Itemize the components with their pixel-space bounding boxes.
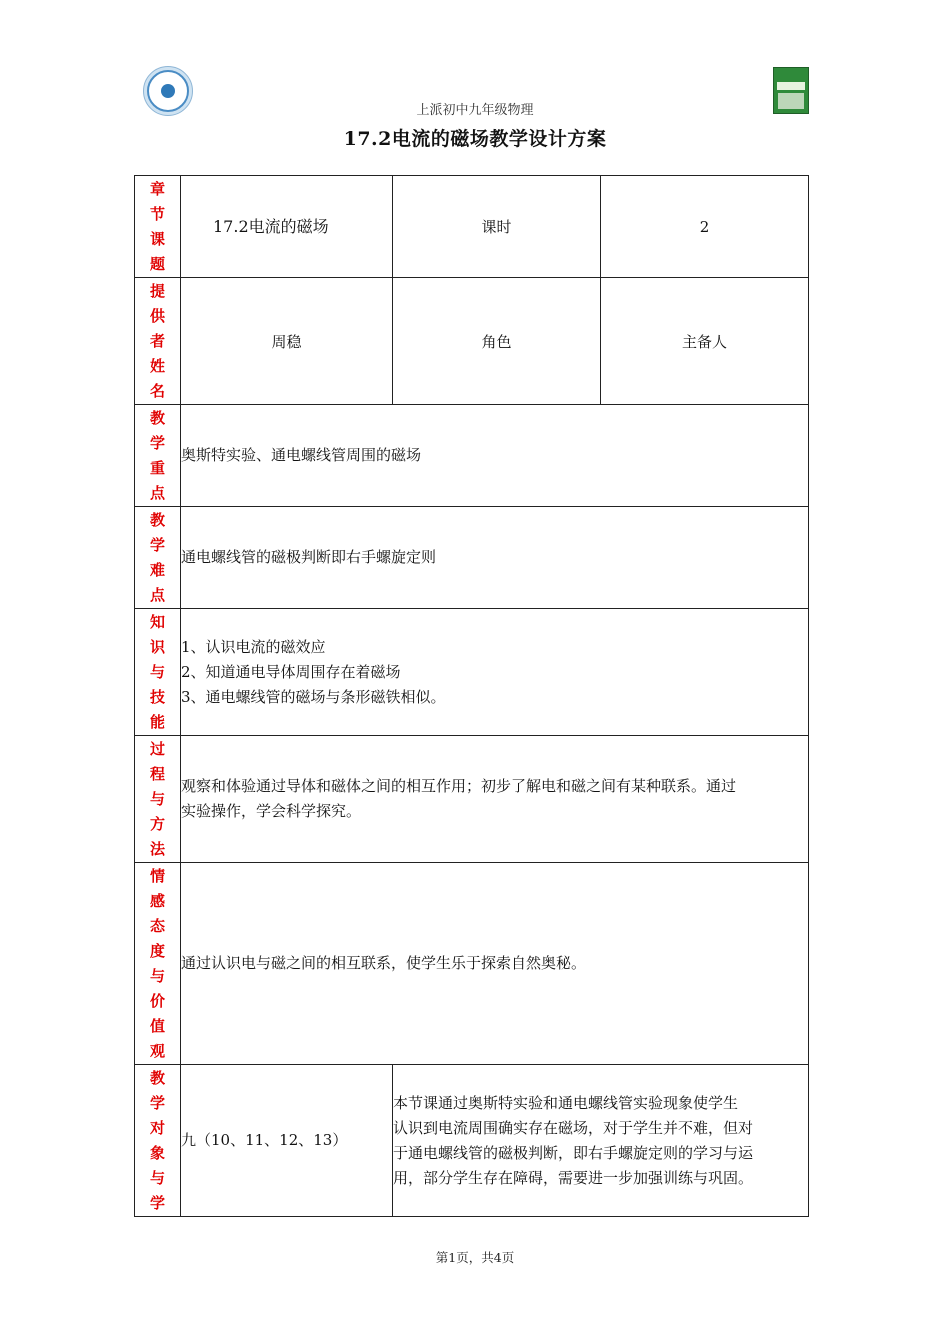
- knowledge-item: 2、知道通电导体周围存在着磁场: [181, 662, 401, 681]
- analysis-line: 本节课通过奥斯特实验和通电螺线管实验现象使学生: [393, 1093, 739, 1112]
- role-value: 主备人: [601, 278, 809, 405]
- table-row-chapter: [135, 176, 809, 278]
- row-label-difficulty: 教学难点: [150, 511, 166, 604]
- table-row-process: [135, 736, 809, 863]
- process-line: 观察和体验通过导体和磁体之间的相互作用；初步了解电和磁之间有某种联系。通过: [181, 777, 737, 795]
- table-row-knowledge: [135, 609, 809, 736]
- provider-name: 周稳: [181, 278, 393, 405]
- row-label-provider: 提供者姓名: [150, 282, 166, 400]
- role-label: 角色: [393, 278, 601, 405]
- row-label-chapter: 章节课题: [150, 180, 166, 273]
- analysis-line: 认识到电流周围确实存在磁场，对于学生并不难，但对: [393, 1118, 754, 1137]
- emotion-content: 通过认识电与磁之间的相互联系，使学生乐于探索自然奥秘。: [181, 863, 809, 1065]
- knowledge-item: 1、认识电流的磁效应: [181, 637, 326, 656]
- knowledge-content: [181, 609, 809, 736]
- student-classes: 九（10、11、12、13）: [181, 1065, 393, 1217]
- document-subtitle: 上派初中九年级物理: [416, 103, 534, 118]
- process-content: [181, 736, 809, 863]
- lesson-plan-table: [134, 175, 809, 1217]
- table-row-provider: [135, 278, 809, 405]
- page-number: 第1页，共4页: [435, 1250, 515, 1265]
- document-title: 17.2电流的磁场教学设计方案: [343, 128, 607, 150]
- table-row-key-points: [135, 405, 809, 507]
- knowledge-item: 3、通电螺线管的磁场与条形磁铁相似。: [181, 687, 446, 706]
- period-value: 2: [601, 176, 809, 278]
- student-analysis: [393, 1065, 809, 1217]
- analysis-line: 于通电螺线管的磁极判断，即右手螺旋定则的学习与运: [393, 1143, 754, 1162]
- row-label-process: 过程与方法: [150, 740, 166, 858]
- chapter-topic: 17.2电流的磁场: [181, 176, 393, 278]
- period-label: 课时: [393, 176, 601, 278]
- row-label-key-points: 教学重点: [150, 409, 166, 502]
- row-label-knowledge: 知识与技能: [150, 613, 166, 731]
- table-row-difficulty: [135, 507, 809, 609]
- table-row-students: [135, 1065, 809, 1217]
- table-row-emotion: [135, 863, 809, 1065]
- analysis-line: 用，部分学生存在障碍，需要进一步加强训练与巩固。: [393, 1168, 754, 1187]
- key-points-content: 奥斯特实验、通电螺线管周围的磁场: [181, 405, 809, 507]
- difficulty-content: 通电螺线管的磁极判断即右手螺旋定则: [181, 507, 809, 609]
- row-label-students: 教学对象与学: [150, 1069, 166, 1212]
- process-line: 实验操作，学会科学探究。: [181, 802, 362, 820]
- row-label-emotion: 情感态度与价值观: [150, 867, 166, 1060]
